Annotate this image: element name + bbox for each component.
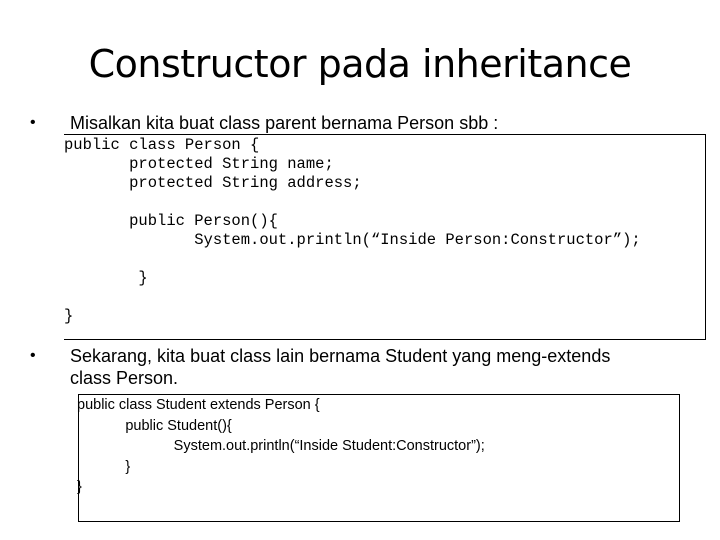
code-line: System.out.println(“Inside Student:Constructor”); xyxy=(173,438,485,454)
code-line: } xyxy=(138,269,148,287)
code-block-student xyxy=(77,395,485,498)
slide-title: Constructor pada inheritance xyxy=(88,42,632,86)
code-line: protected String address; xyxy=(129,174,362,192)
code-line: public class Student extends Person { xyxy=(77,397,320,413)
bullet-marker: • xyxy=(30,347,36,364)
code-line: System.out.println(“Inside Person:Constructor”); xyxy=(194,231,641,249)
code-line: } xyxy=(125,458,131,475)
bullet-item-1 xyxy=(30,112,710,136)
code-line: public Student(){ xyxy=(125,417,232,434)
code-block-person xyxy=(64,136,641,326)
code-line: } xyxy=(77,479,82,495)
bullet-text: Sekarang, kita buat class lain bernama Student yang meng-extends class Person. xyxy=(70,346,611,388)
bullet-item-2 xyxy=(30,345,670,395)
code-line: public Person(){ xyxy=(129,212,278,230)
code-line: public class Person { xyxy=(64,136,260,154)
code-line: } xyxy=(64,307,74,325)
code-line: protected String name; xyxy=(129,155,334,173)
bullet-text: Misalkan kita buat class parent bernama Person sbb : xyxy=(70,113,499,133)
bullet-marker: • xyxy=(30,114,36,131)
